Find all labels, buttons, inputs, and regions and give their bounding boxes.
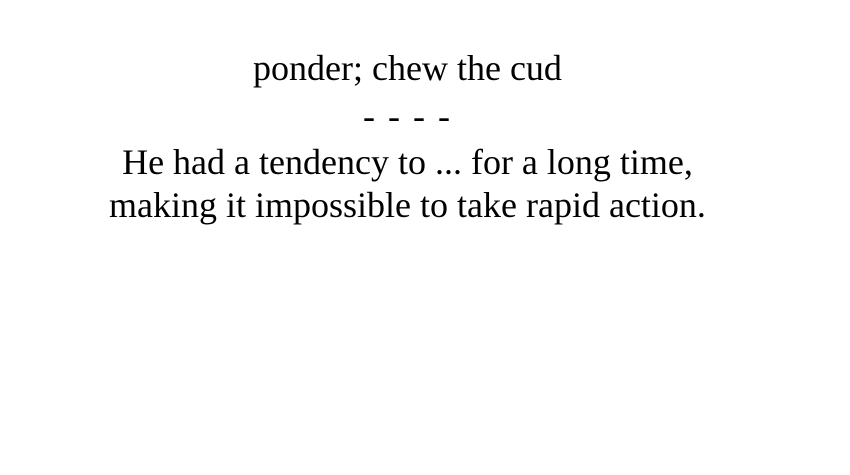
term-text: ponder; chew the cud <box>253 48 562 88</box>
separator: - - - - <box>363 96 452 136</box>
example-sentence-line-1: He had a tendency to ... for a long time, <box>122 142 693 182</box>
example-sentence-line-2: making it impossible to take rapid action. <box>109 185 706 225</box>
